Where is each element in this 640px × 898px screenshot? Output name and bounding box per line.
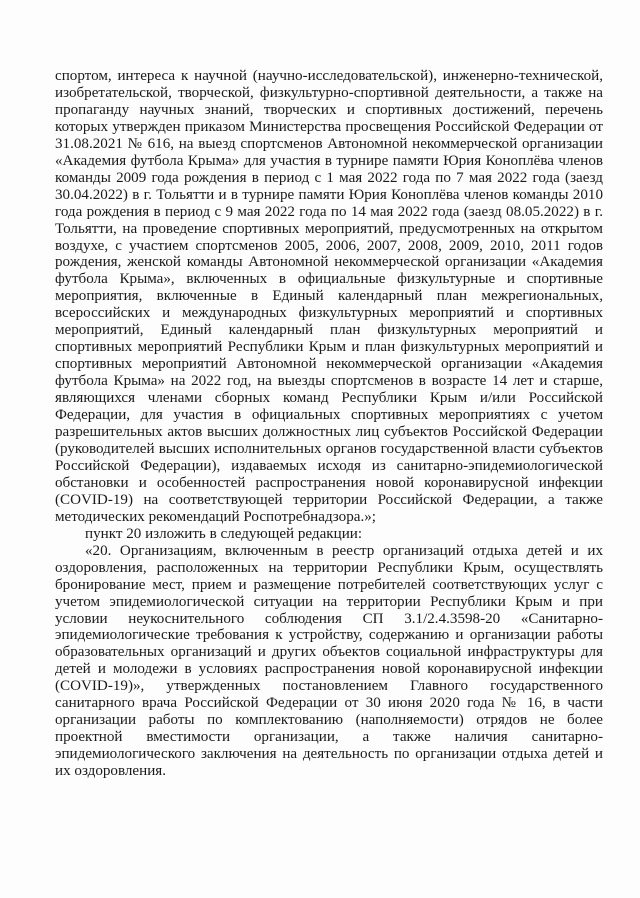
paragraph-instruction: пункт 20 изложить в следующей редакции: [85, 525, 363, 542]
paragraph-point-20: «20. Организациям, включенным в реестр организаций отдыха детей и их оздоровления, расположенных на территории Республики Крым, осуществлять бронирование мест, прием и размещение потребителей соответствующих услуг с учетом эпидемиологической ситуации на территории Республики Крым и при условии неукоснительного соблюдения СП 3.1/2.4.3598-20 «Санитарно-эпидемиологические требования к устройству, содержанию и организации работы образовательных организаций и других объектов социальной инфраструктуры для детей и молодежи в условиях распространения новой коронавирусной инфекции (COVID-19)», утвержденных постановлением Главного государственного санитарного врача Российской Федерации от 30 июня 2020 года № 16, в части организации работы по комплектованию (наполняемости) отрядов не более проектной вместимости организации, а также наличия санитарно-эпидемиологического заключения на деятельность по организации отдыха детей и их оздоровления. [55, 542, 603, 780]
document-body [55, 68, 603, 780]
paragraph-continuation: спортом, интереса к научной (научно-исследовательской), инженерно-технической, изобретательской, творческой, физкультурно-спортивной деятельности, а также на пропаганду научных знаний, творческих и спортивных достижений, перечень которых утвержден приказом Министерства просвещения Российской Федерации от 31.08.2021 № 616, на выезд спортсменов Автономной некоммерческой организации «Академия футбола Крыма» для участия в турнире памяти Юрия Коноплёва членов команды 2009 года рождения в период с 1 мая 2022 года по 7 мая 2022 года (заезд 30.04.2022) в г. Тольятти и в турнире памяти Юрия Коноплёва членов команды 2010 года рождения в период с 9 мая 2022 года по 14 мая 2022 года (заезд 08.05.2022) в г. Тольятти, на проведение спортивных мероприятий, предусмотренных на открытом воздухе, с участием спортсменов 2005, 2006, 2007, 2008, 2009, 2010, 2011 годов рождения, женской команды Автономной некоммерческой организации «Академия футбола Крыма», включенных в официальные физкультурные и спортивные мероприятия, включенные в Единый календарный план межрегиональных, всероссийских и международных физкультурных мероприятий и спортивных мероприятий, Единый календарный план физкультурных мероприятий и спортивных мероприятий Республики Крым и план физкультурных мероприятий и спортивных мероприятий Автономной некоммерческой организации «Академия футбола Крыма» на 2022 год, на выезды спортсменов в возрасте 14 лет и старше, являющихся членами сборных команд Республики Крым и/или Российской Федерации, для участия в официальных спортивных мероприятиях с учетом разрешительных актов высших должностных лиц субъектов Российской Федерации (руководителей высших исполнительных органов государственной власти субъектов Российской Федерации), издаваемых исходя из санитарно-эпидемиологической обстановки и особенностей распространения новой коронавирусной инфекции (COVID-19) на соответствующей территории Российской Федерации, а также методических рекомендаций Роспотребнадзора.»; [55, 68, 603, 525]
